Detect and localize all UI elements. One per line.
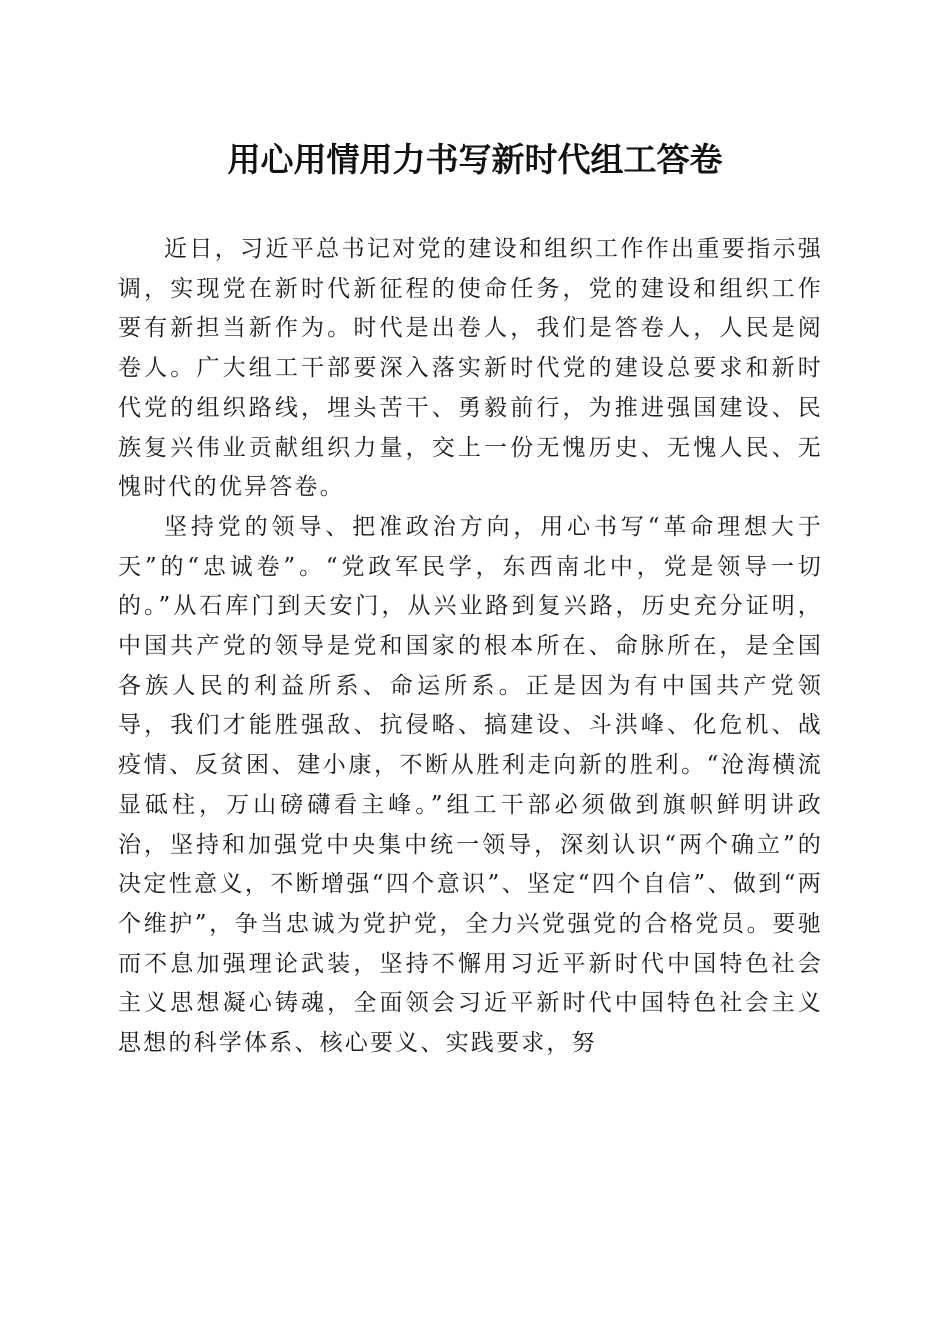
document-body: [118, 230, 823, 1064]
paragraph-2: 坚持党的领导、把准政治方向，用心书写“革命理想大于天”的“忠诚卷”。“党政军民学，东西南北中，党是领导一切的。”从石库门到天安门，从兴业路到复兴路，历史充分证明，中国共产党的领导是党和国家的根本所在、命脉所在，是全国各族人民的利益所系、命运所系。正是因为有中国共产党领导，我们才能胜强敌、抗侵略、搞建设、斗洪峰、化危机、战疫情、反贫困、建小康，不断从胜利走向新的胜利。“沧海横流显砥柱，万山磅礴看主峰。”组工干部必须做到旗帜鲜明讲政治，坚持和加强党中央集中统一领导，深刻认识“两个确立”的决定性意义，不断增强“四个意识”、坚定“四个自信”、做到“两个维护”，争当忠诚为党护党，全力兴党强党的合格党员。要驰而不息加强理论武装，坚持不懈用习近平新时代中国特色社会主义思想凝心铸魂，全面领会习近平新时代中国特色社会主义思想的科学体系、核心要义、实践要求，努: [118, 513, 823, 1057]
paragraph-1: 近日，习近平总书记对党的建设和组织工作作出重要指示强调，实现党在新时代新征程的使命任务，党的建设和组织工作要有新担当新作为。时代是出卷人，我们是答卷人，人民是阅卷人。广大组工干部要深入落实新时代党的建设总要求和新时代党的组织路线，埋头苦干、勇毅前行，为推进强国建设、民族复兴伟业贡献组织力量，交上一份无愧历史、无愧人民、无愧时代的优异答卷。: [118, 236, 823, 501]
document-title: 用心用情用力书写新时代组工答卷: [227, 140, 723, 179]
